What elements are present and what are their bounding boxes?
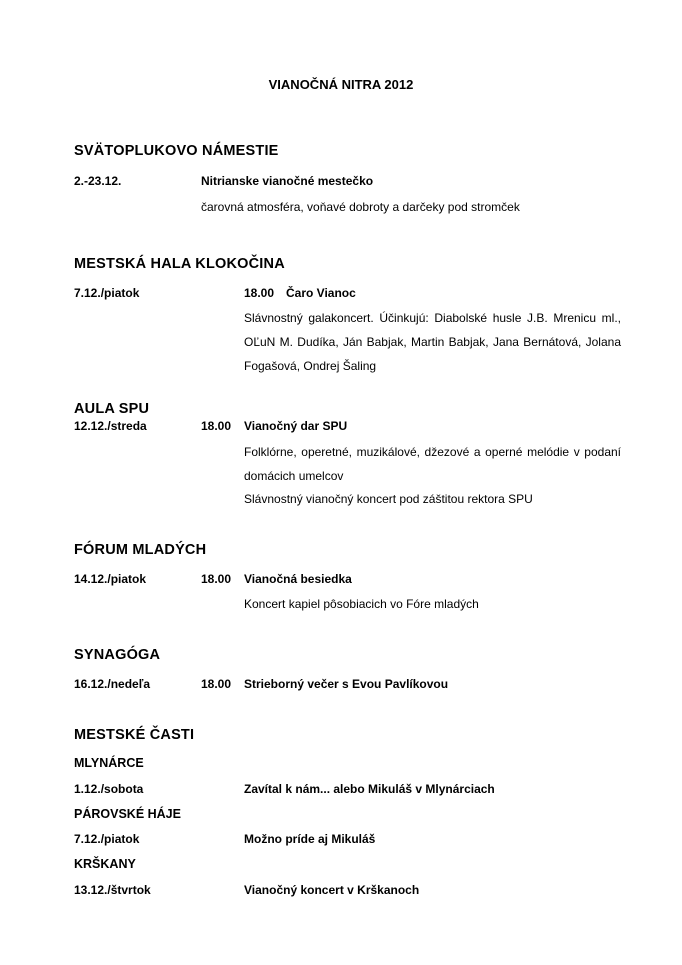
section-heading-synagoga: SYNAGÓGA: [74, 647, 161, 663]
event-time: 18.00: [244, 286, 275, 300]
event-date: 14.12./piatok: [74, 572, 147, 586]
event-title: Zavítal k nám... alebo Mikuláš v Mlynárciach: [244, 782, 495, 796]
event-description-line: Folklórne, operetné, muzikálové, džezové a operné melódie v podaní: [244, 445, 621, 459]
event-description: čarovná atmosféra, voňavé dobroty a darčeky pod stromček: [201, 200, 520, 214]
section-heading-forum-mladych: FÓRUM MLADÝCH: [74, 542, 207, 558]
event-title: Vianočná besiedka: [244, 572, 352, 586]
event-date: 12.12./streda: [74, 419, 147, 433]
subsection-heading: KRŠKANY: [74, 857, 136, 871]
event-date: 1.12./sobota: [74, 782, 144, 796]
event-description-line: Slávnostný galakoncert. Účinkujú: Diabolské husle J.B. Mrenicu ml.,: [244, 311, 621, 325]
event-title: Nitrianske vianočné mestečko: [201, 174, 374, 188]
event-time: 18.00: [201, 677, 232, 691]
subsection-heading: PÁROVSKÉ HÁJE: [74, 807, 181, 821]
event-date: 13.12./štvrtok: [74, 883, 151, 897]
event-description-line: OĽuN M. Dudíka, Ján Babjak, Martin Babjak, Jana Bernátová, Jolana: [244, 335, 621, 349]
event-title: Čaro Vianoc: [286, 286, 356, 300]
event-description-line: Fogašová, Ondrej Šaling: [244, 359, 377, 373]
event-date: 7.12./piatok: [74, 832, 140, 846]
event-title: Vianočný dar SPU: [244, 419, 348, 433]
event-description: Koncert kapiel pôsobiacich vo Fóre mladých: [244, 597, 479, 611]
event-date: 7.12./piatok: [74, 286, 140, 300]
subsection-heading: MLYNÁRCE: [74, 756, 144, 770]
event-date: 16.12./nedeľa: [74, 677, 151, 691]
page-title: VIANOČNÁ NITRA 2012: [268, 77, 414, 92]
event-time: 18.00: [201, 572, 232, 586]
event-title: Strieborný večer s Evou Pavlíkovou: [244, 677, 449, 691]
event-description-line: domácich umelcov: [244, 469, 344, 483]
event-title: Vianočný koncert v Krškanoch: [244, 883, 420, 897]
event-description-line: Slávnostný vianočný koncert pod záštitou rektora SPU: [244, 492, 533, 506]
section-heading-aula-spu: AULA SPU: [74, 401, 150, 417]
section-heading-mestske-casti: MESTSKÉ ČASTI: [74, 727, 195, 743]
event-title: Možno príde aj Mikuláš: [244, 832, 376, 846]
event-time: 18.00: [201, 419, 232, 433]
section-heading-klokocina: MESTSKÁ HALA KLOKOČINA: [74, 256, 285, 272]
event-date: 2.-23.12.: [74, 174, 122, 188]
section-heading-svatoplukovo: SVÄTOPLUKOVO NÁMESTIE: [74, 143, 279, 159]
